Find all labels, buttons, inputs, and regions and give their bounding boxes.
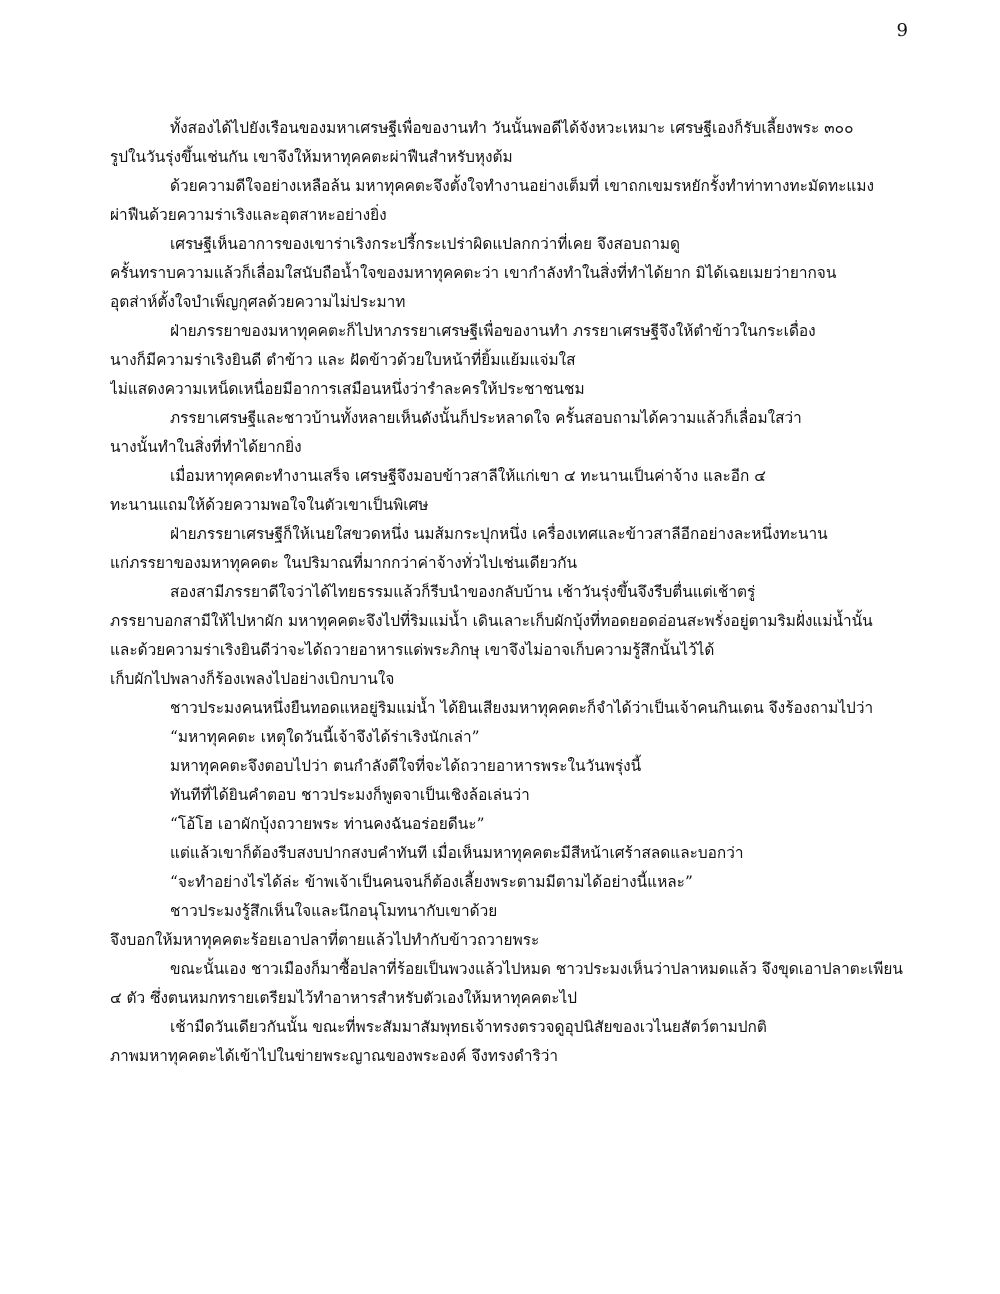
text-line: แก่ภรรยาของมหาทุคคตะ ในปริมาณที่มากกว่าค่าจ้างทั่วไปเช่นเดียวกัน bbox=[110, 554, 578, 572]
text-line: ทันทีที่ได้ยินคำตอบ ชาวประมงก็พูดจาเป็นเชิงล้อเล่นว่า bbox=[170, 786, 530, 804]
text-line: ชาวประมงรู้สึกเห็นใจและนึกอนุโมทนากับเขาด้วย bbox=[170, 902, 498, 920]
text-line: ๔ ตัว ซึ่งตนหมกทรายเตรียมไว้ทำอาหารสำหรับตัวเองให้มหาทุคคตะไป bbox=[110, 989, 577, 1007]
text-line: เศรษฐีเห็นอาการของเขาร่าเริงกระปรี้กระเปร่าผิดแปลกกว่าที่เคย จึงสอบถามดู bbox=[170, 235, 681, 253]
text-line: นางก็มีความร่าเริงยินดี ตำข้าว และ ฝัดข้าวด้วยใบหน้าที่ยิ้มแย้มแจ่มใส bbox=[110, 351, 576, 369]
text-line: และด้วยความร่าเริงยินดีว่าจะได้ถวายอาหารแด่พระภิกษุ เขาจึงไม่อาจเก็บความรู้สึกนั้นไว้ได้ bbox=[110, 641, 715, 659]
quote-line: “โอ้โฮ เอาผักบุ้งถวายพระ ท่านคงฉันอร่อยดีนะ” bbox=[170, 815, 485, 833]
text-line: ชาวประมงคนหนึ่งยืนทอดแหอยู่ริมแม่น้ำ ได้ยินเสียงมหาทุคคตะก็จำได้ว่าเป็นเจ้าคนกินเดน จึงร้องถามไปว่า bbox=[170, 699, 874, 717]
text-line: ทะนานแถมให้ด้วยความพอใจในตัวเขาเป็นพิเศษ bbox=[110, 496, 429, 514]
text-line: ทั้งสองได้ไปยังเรือนของมหาเศรษฐีเพื่อของานทำ วันนั้นพอดีได้จังหวะเหมาะ เศรษฐีเองก็รับเลี้ยงพระ ๓๐๐ bbox=[170, 119, 854, 137]
text-line: อุตส่าห์ตั้งใจบำเพ็ญกุศลด้วยความไม่ประมาท bbox=[110, 293, 406, 311]
text-line: ภรรยาเศรษฐีและชาวบ้านทั้งหลายเห็นดังนั้นก็ประหลาดใจ ครั้นสอบถามได้ความแล้วก็เลื่อมใสว่า bbox=[170, 409, 802, 427]
quote-line: “จะทำอย่างไรได้ล่ะ ข้าพเจ้าเป็นคนจนก็ต้องเลี้ยงพระตามมีตามได้อย่างนี้แหละ” bbox=[170, 873, 693, 891]
text-line: เก็บผักไปพลางก็ร้องเพลงไปอย่างเบิกบานใจ bbox=[110, 670, 395, 688]
text-line: ภาพมหาทุคคตะได้เข้าไปในข่ายพระญาณของพระองค์ จึงทรงดำริว่า bbox=[110, 1047, 559, 1065]
body-text bbox=[110, 114, 910, 1071]
text-line: เมื่อมหาทุคคตะทำงานเสร็จ เศรษฐีจึงมอบข้าวสาลีให้แก่เขา ๔ ทะนานเป็นค่าจ้าง และอีก ๔ bbox=[170, 467, 766, 485]
text-line: ไม่แสดงความเหน็ดเหนื่อยมีอาการเสมือนหนึ่งว่ารำละครให้ประชาชนชม bbox=[110, 380, 585, 398]
text-line: แต่แล้วเขาก็ต้องรีบสงบปากสงบคำทันที เมื่อเห็นมหาทุคคตะมีสีหน้าเศร้าสลดและบอกว่า bbox=[170, 844, 744, 862]
text-line: รูปในวันรุ่งขึ้นเช่นกัน เขาจึงให้มหาทุคคตะผ่าฟืนสำหรับหุงต้ม bbox=[110, 148, 513, 166]
text-line: จึงบอกให้มหาทุคคตะร้อยเอาปลาที่ตายแล้วไปทำกับข้าวถวายพระ bbox=[110, 931, 540, 949]
text-line: ภรรยาบอกสามีให้ไปหาผัก มหาทุคคตะจึงไปที่ริมแม่น้ำ เดินเลาะเก็บผักบุ้งที่ทอดยอดอ่อนสะพรั่งอยู่ตามริมฝั่งแม่น้ำนั้น bbox=[110, 612, 873, 630]
text-line: นางนั้นทำในสิ่งที่ทำได้ยากยิ่ง bbox=[110, 438, 302, 456]
text-line: สองสามีภรรยาดีใจว่าได้ไทยธรรมแล้วก็รีบนำของกลับบ้าน เช้าวันรุ่งขึ้นจึงรีบตื่นแต่เช้าตรู่ bbox=[170, 583, 756, 601]
page-number: 9 bbox=[896, 20, 908, 41]
text-line: มหาทุคคตะจึงตอบไปว่า ตนกำลังดีใจที่จะได้ถวายอาหารพระในวันพรุ่งนี้ bbox=[170, 757, 642, 775]
text-line: เช้ามืดวันเดียวกันนั้น ขณะที่พระสัมมาสัมพุทธเจ้าทรงตรวจดูอุปนิสัยของเวไนยสัตว์ตามปกติ bbox=[170, 1018, 767, 1036]
text-line: ครั้นทราบความแล้วก็เลื่อมใสนับถือน้ำใจของมหาทุคคตะว่า เขากำลังทำในสิ่งที่ทำได้ยาก มิได้เฉยเมยว่ายากจน bbox=[110, 264, 837, 282]
quote-line: “มหาทุคคตะ เหตุใดวันนี้เจ้าจึงได้ร่าเริงนักเล่า” bbox=[170, 728, 480, 746]
text-line: ผ่าฟืนด้วยความร่าเริงและอุตสาหะอย่างยิ่ง bbox=[110, 206, 387, 224]
text-line: ด้วยความดีใจอย่างเหลือล้น มหาทุคคตะจึงตั้งใจทำงานอย่างเต็มที่ เขาถกเขมรหยักรั้งทำท่าทางทะมัดทะแมง bbox=[170, 177, 875, 195]
text-line: ฝ่ายภรรยาของมหาทุคคตะก็ไปหาภรรยาเศรษฐีเพื่อของานทำ ภรรยาเศรษฐีจึงให้ตำข้าวในกระเดื่อง bbox=[170, 322, 816, 340]
text-line: ฝ่ายภรรยาเศรษฐีก็ให้เนยใสขวดหนึ่ง นมส้มกระปุกหนึ่ง เครื่องเทศและข้าวสาลีอีกอย่างละหนึ่งทะนาน bbox=[170, 525, 828, 543]
text-line: ขณะนั้นเอง ชาวเมืองก็มาซื้อปลาที่ร้อยเป็นพวงแล้วไปหมด ชาวประมงเห็นว่าปลาหมดแล้ว จึงขุดเอาปลาตะเพียน bbox=[170, 960, 903, 978]
